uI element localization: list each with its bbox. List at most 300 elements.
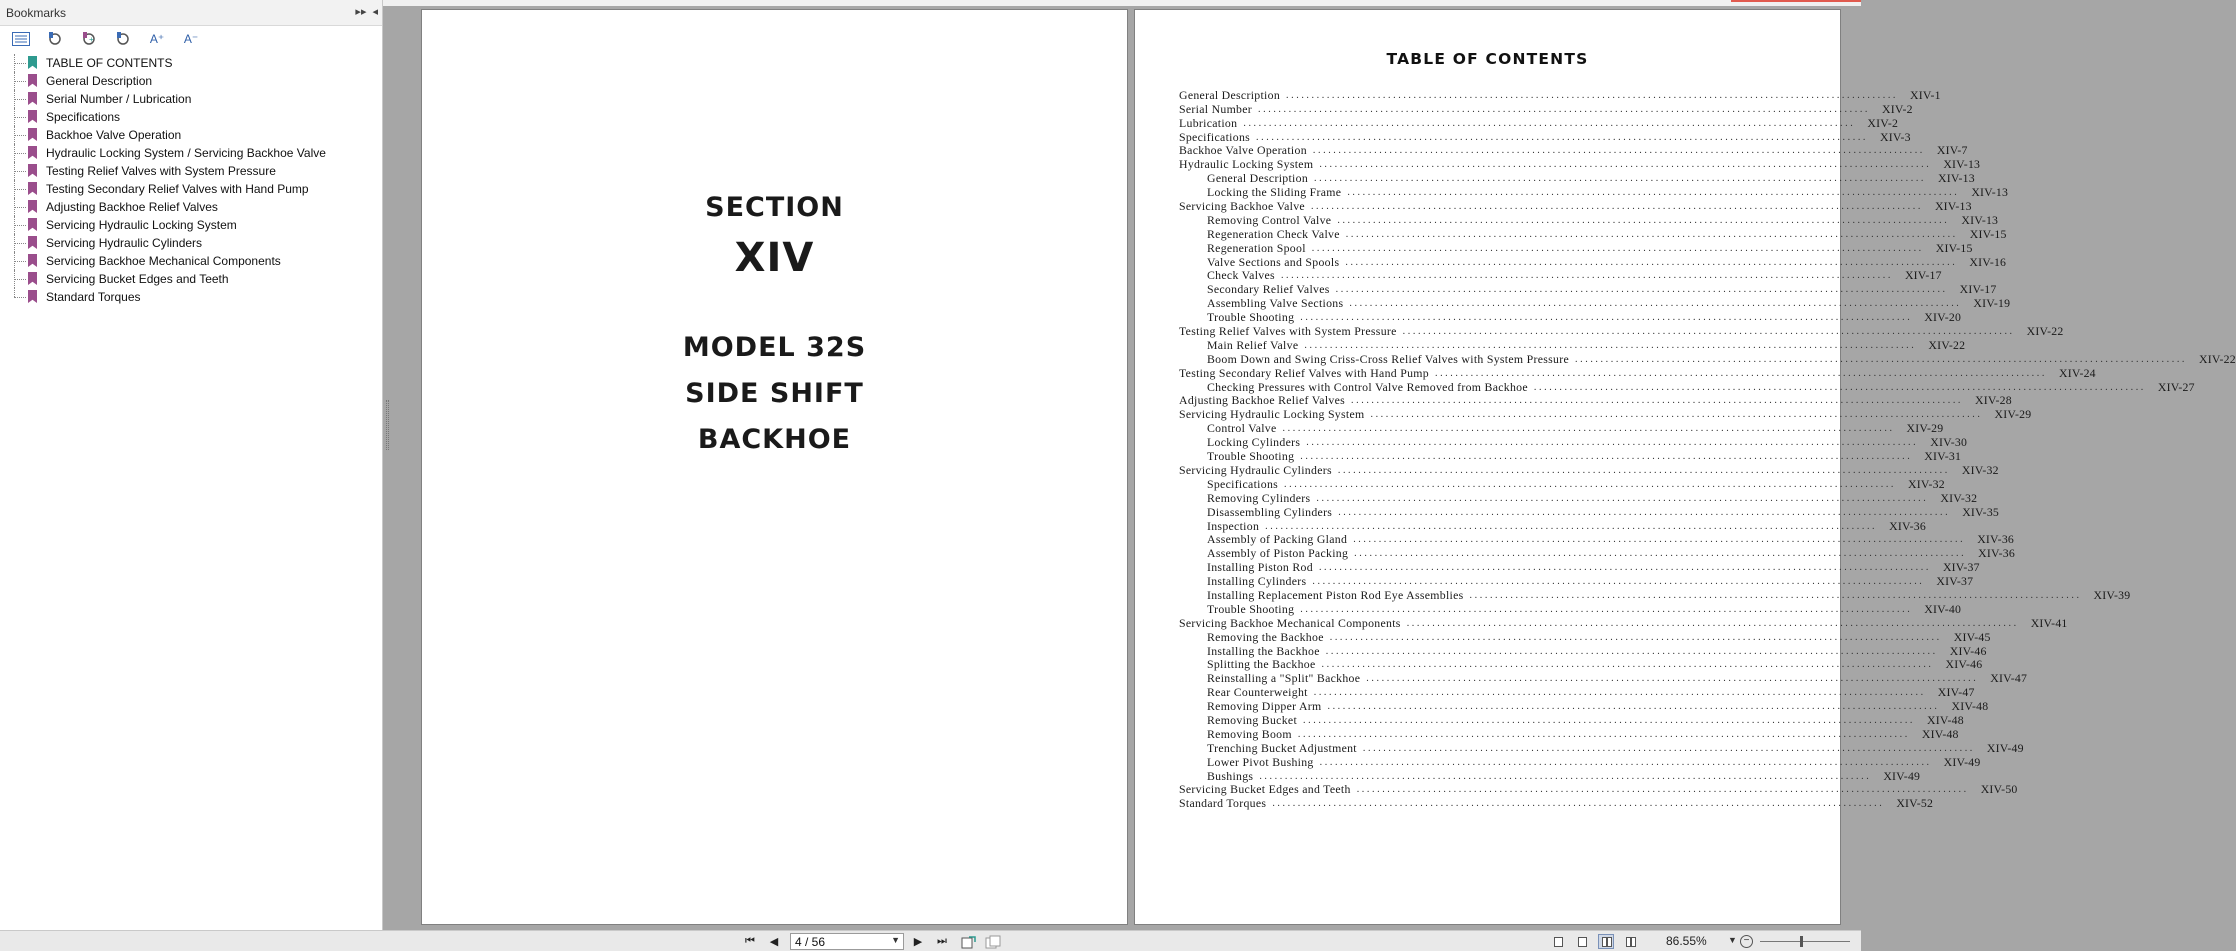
toc-entry-title: Check Valves (1207, 268, 1275, 283)
toc-entry-page: XIV-29 (1994, 407, 2032, 422)
previous-view-icon[interactable] (960, 934, 978, 949)
bookmark-label: Specifications (46, 110, 121, 124)
toc-leader-dots: ........................................................................................................................ (1319, 756, 1932, 768)
toc-entry (1179, 129, 1911, 144)
toc-entry-page: XIV-37 (1936, 574, 1974, 589)
toc-entry-title: Installing Replacement Piston Rod Eye Assemblies (1207, 587, 1464, 602)
bookmark-label: TABLE OF CONTENTS (46, 56, 173, 70)
toc-entry-title: Lower Pivot Bushing (1207, 754, 1314, 769)
toc-entry-page: XIV-35 (1962, 504, 2000, 519)
bookmark-icon (28, 146, 37, 159)
bookmark-icon (28, 164, 37, 177)
toc-entry (1179, 546, 2015, 561)
toc-entry-title: Installing Piston Rod (1207, 560, 1313, 575)
toc-entry-page: XIV-46 (1945, 657, 1983, 672)
tree-connector (14, 54, 28, 72)
toc-leader-dots: ........................................................................................................................ (1313, 687, 1926, 699)
toc-leader-dots: ........................................................................................................................ (1314, 173, 1927, 185)
toc-entry-title: Servicing Backhoe Valve (1179, 199, 1305, 214)
bookmark-item[interactable] (10, 126, 326, 144)
two-page-continuous-view-button[interactable] (1622, 934, 1638, 949)
toc-entry (1179, 351, 2236, 366)
chevron-down-icon[interactable]: ▼ (891, 935, 900, 945)
toc-leader-dots: ........................................................................................................................ (1319, 159, 1932, 171)
toc-entry (1179, 685, 1975, 700)
toc-leader-dots: ........................................................................................................................ (1337, 214, 1950, 226)
tree-connector (14, 216, 28, 234)
status-bar (0, 930, 1861, 951)
page-icon (1607, 937, 1612, 947)
section-number: XIV (734, 235, 815, 281)
toc-entry (1179, 421, 1944, 436)
bookmark-item[interactable] (10, 252, 326, 270)
page-icon (1578, 937, 1587, 947)
toc-entry (1179, 407, 2032, 422)
toc-entry-title: Standard Torques (1179, 796, 1267, 811)
toc-entry-title: Installing the Backhoe (1207, 643, 1320, 658)
toc-leader-dots: ........................................................................................................................ (1335, 284, 1948, 296)
continuous-view-button[interactable] (1574, 934, 1590, 949)
toc-leader-dots: ........................................................................................................................ (1303, 714, 1916, 726)
svg-text:+: + (89, 35, 94, 44)
toc-leader-dots: ........................................................................................................................ (1256, 131, 1869, 143)
toc-leader-dots: ........................................................................................................................ (1272, 798, 1885, 810)
tree-connector (14, 144, 28, 162)
next-page-icon[interactable]: ▶ (913, 936, 923, 948)
single-page-view-button[interactable] (1550, 934, 1566, 949)
toc-entry-page: XIV-28 (1975, 393, 2012, 408)
bookmark-icon (28, 128, 37, 141)
toc-leader-dots: ........................................................................................................................ (1370, 409, 1983, 421)
toc-entry-title: Testing Secondary Relief Valves with Hand Pump (1179, 365, 1429, 380)
new-bookmark-icon[interactable] (78, 29, 100, 49)
bookmark-label: Backhoe Valve Operation (46, 128, 182, 142)
toc-entry-title: Valve Sections and Spools (1207, 254, 1340, 269)
toc-leader-dots: ........................................................................................................................ (1306, 437, 1919, 449)
bookmark-icon (28, 182, 37, 195)
toc-entry-title: Specifications (1207, 476, 1279, 491)
toc-entry-page: XIV-47 (1937, 685, 1975, 700)
toc-entry-page: XIV-32 (1961, 462, 1999, 477)
toc-leader-dots: ........................................................................................................................ (1338, 506, 1951, 518)
toc-entry-page: XIV-30 (1930, 435, 1968, 450)
bookmark-icon (28, 254, 37, 267)
toc-entry-page: XIV-47 (1990, 671, 2028, 686)
model-title-line-2: SIDE SHIFT (685, 378, 864, 409)
toc-leader-dots: ........................................................................................................................ (1351, 395, 1964, 407)
toc-entry-page: XIV-13 (1943, 157, 1981, 172)
bookmark-label: General Description (46, 74, 153, 88)
find-bookmark-icon[interactable] (112, 29, 134, 49)
toc-entry-page: XIV-2 (1867, 115, 1899, 130)
toc-entry-page: XIV-22 (1928, 337, 1966, 352)
toc-entry (1179, 587, 2131, 602)
tree-connector (14, 198, 28, 216)
toc-leader-dots: ........................................................................................................................ (1316, 492, 1929, 504)
toc-leader-dots: ........................................................................................................................ (1366, 673, 1979, 685)
toc-entry-page: XIV-13 (1934, 199, 1972, 214)
toc-entry-page: XIV-41 (2030, 615, 2068, 630)
bookmark-item[interactable] (10, 162, 326, 180)
toc-entry-page: XIV-48 (1951, 699, 1989, 714)
toc-entry-title: Testing Relief Valves with System Pressure (1179, 324, 1397, 339)
toc-entry-page: XIV-13 (1938, 171, 1975, 186)
toc-entry-title: Rear Counterweight (1207, 685, 1308, 700)
toc-leader-dots: ........................................................................................................................ (1345, 256, 1958, 268)
bookmark-item[interactable] (10, 288, 326, 306)
toc-entry-page: XIV-32 (1908, 476, 1945, 491)
toc-entry-title: Removing Dipper Arm (1207, 699, 1322, 714)
bookmark-item[interactable] (10, 234, 326, 252)
last-page-icon[interactable]: ⏭ (937, 935, 947, 947)
toc-entry-title: Serial Number (1179, 101, 1253, 116)
toc-leader-dots: ........................................................................................................................ (1325, 645, 1938, 657)
toc-leader-dots: ........................................................................................................................ (1575, 353, 2188, 365)
toc-leader-dots: ........................................................................................................................ (1312, 145, 1925, 157)
toc-entry-page: XIV-36 (1889, 518, 1926, 533)
toc-entry-page: XIV-22 (2199, 351, 2236, 366)
toc-entry-page: XIV-39 (2093, 587, 2131, 602)
tree-connector (14, 270, 28, 288)
toc-entry (1179, 476, 1945, 491)
toc-entry-page: XIV-40 (1924, 601, 1962, 616)
document-page-left (421, 9, 1128, 925)
toc-entry-title: Removing Boom (1207, 726, 1292, 741)
toc-entry (1179, 490, 1978, 505)
toc-entry (1179, 699, 1989, 714)
toc-entry-page: XIV-48 (1921, 726, 1959, 741)
toc-entry (1179, 768, 1921, 783)
page-icon (1631, 937, 1636, 947)
bookmark-label: Standard Torques (46, 290, 141, 304)
toc-entry-title: Backhoe Valve Operation (1179, 143, 1307, 158)
toc-leader-dots: ........................................................................................................................ (1318, 562, 1931, 574)
toc-entry (1179, 337, 1966, 352)
toc-entry-title: Locking the Sliding Frame (1207, 185, 1342, 200)
toc-entry-title: Checking Pressures with Control Valve Removed from Backhoe (1207, 379, 1528, 394)
bookmark-label: Hydraulic Locking System / Servicing Backhoe Valve (46, 146, 326, 160)
next-view-icon[interactable] (984, 934, 1002, 949)
toc-entry-page: XIV-16 (1969, 254, 2007, 269)
expand-bookmark-icon[interactable] (44, 29, 66, 49)
toc-entry (1179, 324, 2064, 339)
toc-entry (1179, 726, 1959, 741)
toc-entry-title: Installing Cylinders (1207, 574, 1307, 589)
decrease-text-size-icon[interactable]: A⁻ (183, 32, 199, 46)
toc-entry-title: Assembly of Packing Gland (1207, 532, 1348, 547)
toc-entry-title: Main Relief Valve (1207, 337, 1299, 352)
bookmarks-panel-title: Bookmarks (6, 5, 67, 20)
tree-connector (14, 108, 28, 126)
toc-entry-title: Servicing Hydraulic Cylinders (1179, 462, 1332, 477)
bookmark-label: Testing Relief Valves with System Pressure (46, 164, 276, 178)
zoom-level[interactable]: 86.55% (1666, 934, 1707, 948)
toc-leader-dots: ........................................................................................................................ (1362, 742, 1975, 754)
toc-entry (1179, 629, 1991, 644)
toc-entry (1179, 782, 2018, 797)
section-label: SECTION (705, 192, 844, 223)
toc-list (1179, 87, 2236, 811)
toc-leader-dots: ........................................................................................................................ (1282, 423, 1895, 435)
toc-entry-page: XIV-45 (1953, 629, 1991, 644)
toc-entry-page: XIV-27 (2157, 379, 2195, 394)
toc-entry-page: XIV-3 (1880, 129, 1911, 144)
toc-leader-dots: ........................................................................................................................ (1312, 576, 1925, 588)
toc-entry-title: Servicing Hydraulic Locking System (1179, 407, 1365, 422)
toc-entry-page: XIV-22 (2026, 324, 2064, 339)
tree-connector (14, 180, 28, 198)
bookmark-label: Servicing Hydraulic Locking System (46, 218, 237, 232)
toc-leader-dots: ........................................................................................................................ (1286, 89, 1899, 101)
toc-entry (1179, 504, 2000, 519)
toc-entry (1179, 560, 1980, 575)
toc-leader-dots: ........................................................................................................................ (1280, 270, 1893, 282)
bookmark-label: Adjusting Backhoe Relief Valves (46, 200, 218, 214)
toc-entry (1179, 226, 2007, 241)
toc-entry-title: Disassembling Cylinders (1207, 504, 1333, 519)
toc-entry-title: Regeneration Check Valve (1207, 226, 1340, 241)
toc-entry-page: XIV-49 (1986, 740, 2024, 755)
tree-connector (14, 162, 28, 180)
toc-entry-page: XIV-24 (2058, 365, 2096, 380)
toc-entry-page: XIV-13 (1971, 185, 2009, 200)
bookmarks-toolbar (0, 26, 382, 52)
model-title-line-3: BACKHOE (697, 424, 852, 455)
toc-entry-title: Removing the Backhoe (1207, 629, 1324, 644)
bookmark-label: Servicing Backhoe Mechanical Components (46, 254, 281, 268)
toc-entry-page: XIV-48 (1927, 712, 1964, 727)
zoom-out-icon[interactable]: − (1740, 935, 1753, 948)
toc-entry-title: Secondary Relief Valves (1207, 282, 1330, 297)
toc-entry-title: Assembly of Piston Packing (1207, 546, 1349, 561)
toc-leader-dots: ........................................................................................................................ (1258, 103, 1871, 115)
toc-entry (1179, 671, 2028, 686)
toc-entry (1179, 462, 1999, 477)
toc-entry-page: XIV-50 (1980, 782, 2018, 797)
bookmark-item[interactable] (10, 180, 326, 198)
toc-entry-title: Splitting the Backhoe (1207, 657, 1316, 672)
zoom-slider-thumb[interactable] (1800, 936, 1803, 947)
bookmark-item[interactable] (10, 144, 326, 162)
toc-entry-page: XIV-32 (1940, 490, 1978, 505)
bookmark-icon (28, 200, 37, 213)
toc-entry (1179, 657, 1983, 672)
tree-connector (14, 288, 28, 306)
toc-leader-dots: ........................................................................................................................ (1353, 534, 1966, 546)
toc-entry-title: Removing Bucket (1207, 712, 1298, 727)
window-accent-line (1731, 0, 1861, 2)
bookmark-item[interactable] (10, 90, 326, 108)
bookmark-icon (28, 56, 37, 69)
two-page-view-button[interactable] (1598, 934, 1614, 949)
toc-entry-title: Inspection (1207, 518, 1260, 533)
toc-entry (1179, 379, 2195, 394)
toc-leader-dots: ........................................................................................................................ (1300, 603, 1913, 615)
toc-leader-dots: ........................................................................................................................ (1533, 381, 2146, 393)
toc-entry (1179, 157, 1981, 172)
toc-entry-page: XIV-13 (1961, 212, 1999, 227)
toc-entry-title: Boom Down and Swing Criss-Cross Relief Valves with System Pressure (1207, 351, 1570, 366)
toc-entry (1179, 185, 2009, 200)
bookmark-label: Testing Secondary Relief Valves with Hand Pump (46, 182, 309, 196)
bookmark-item[interactable] (10, 72, 326, 90)
toc-leader-dots: ........................................................................................................................ (1300, 312, 1913, 324)
toc-leader-dots: ........................................................................................................................ (1349, 298, 1962, 310)
toc-leader-dots: ........................................................................................................................ (1265, 520, 1878, 532)
toc-entry-title: Servicing Bucket Edges and Teeth (1179, 782, 1351, 797)
toc-entry-page: XIV-49 (1943, 754, 1981, 769)
toc-entry (1179, 574, 1974, 589)
toc-entry-page: XIV-29 (1906, 421, 1944, 436)
panel-splitter-handle[interactable] (386, 400, 389, 450)
toc-entry-title: Bushings (1207, 768, 1254, 783)
toc-leader-dots: ........................................................................................................................ (1304, 339, 1917, 351)
toc-leader-dots: ........................................................................................................................ (1327, 701, 1940, 713)
toc-entry (1179, 101, 1913, 116)
toc-entry (1179, 712, 1964, 727)
bookmark-item[interactable] (10, 216, 326, 234)
previous-page-icon[interactable]: ◀ (769, 936, 779, 948)
bookmark-item[interactable] (10, 198, 326, 216)
toc-leader-dots: ........................................................................................................................ (1469, 589, 2082, 601)
toc-entry-page: XIV-17 (1904, 268, 1942, 283)
toc-entry-page: XIV-46 (1949, 643, 1987, 658)
toc-entry-page: XIV-7 (1936, 143, 1968, 158)
toc-entry-page: XIV-15 (1935, 240, 1973, 255)
toc-entry (1179, 282, 1997, 297)
toc-leader-dots: ........................................................................................................................ (1337, 464, 1950, 476)
toc-entry-title: Specifications (1179, 129, 1251, 144)
tree-connector (14, 252, 28, 270)
toc-entry-title: Removing Control Valve (1207, 212, 1332, 227)
toc-entry (1179, 87, 1941, 102)
bookmark-icon (28, 74, 37, 87)
toc-entry (1179, 115, 1899, 130)
toc-entry-page: XIV-19 (1973, 296, 2011, 311)
toc-leader-dots: ........................................................................................................................ (1345, 228, 1958, 240)
toc-entry-title: Regeneration Spool (1207, 240, 1306, 255)
toc-entry-title: Servicing Backhoe Mechanical Components (1179, 615, 1401, 630)
tree-connector (14, 126, 28, 144)
toc-entry (1179, 171, 1975, 186)
toc-entry-title: General Description (1179, 87, 1281, 102)
bookmark-tree (10, 54, 326, 306)
toc-entry-title: Trenching Bucket Adjustment (1207, 740, 1357, 755)
page-icon (1554, 937, 1563, 947)
bookmark-icon (28, 110, 37, 123)
toc-entry-title: Trouble Shooting (1207, 449, 1295, 464)
tree-connector (14, 90, 28, 108)
toc-leader-dots: ........................................................................................................................ (1434, 367, 2047, 379)
toc-entry (1179, 518, 1926, 533)
bookmark-icon (28, 236, 37, 249)
model-title-line-1: MODEL 32S (682, 332, 867, 363)
collapse-panel-icon[interactable]: ◂ (372, 6, 378, 18)
toc-entry-page: XIV-31 (1924, 449, 1962, 464)
toc-entry-title: Removing Cylinders (1207, 490, 1311, 505)
toc-entry-page: XIV-17 (1959, 282, 1997, 297)
bookmark-label: Serial Number / Lubrication (46, 92, 192, 106)
bookmarks-panel-header (0, 0, 382, 26)
toc-leader-dots: ........................................................................................................................ (1243, 117, 1856, 129)
zoom-slider[interactable] (1760, 941, 1850, 942)
toc-leader-dots: ........................................................................................................................ (1259, 770, 1872, 782)
bookmark-label: Servicing Bucket Edges and Teeth (46, 272, 229, 286)
document-page-right (1134, 9, 2236, 925)
toc-leader-dots: ........................................................................................................................ (1300, 451, 1913, 463)
toc-entry-page: XIV-49 (1883, 768, 1921, 783)
tree-connector (14, 234, 28, 252)
toc-entry-page: XIV-15 (1969, 226, 2007, 241)
increase-text-size-icon[interactable]: A⁺ (149, 32, 165, 46)
options-menu-icon[interactable] (10, 29, 32, 49)
toc-leader-dots: ........................................................................................................................ (1321, 659, 1934, 671)
toc-entry (1179, 449, 1962, 464)
toc-leader-dots: ........................................................................................................................ (1297, 728, 1910, 740)
bookmark-item[interactable] (10, 54, 326, 72)
bookmark-item[interactable] (10, 108, 326, 126)
toc-entry-page: XIV-2 (1882, 101, 1913, 116)
toc-entry (1179, 740, 2024, 755)
bookmark-icon (28, 218, 37, 231)
toc-leader-dots: ........................................................................................................................ (1329, 631, 1942, 643)
expand-panel-icon[interactable]: ▸▸ (355, 6, 367, 18)
toc-leader-dots: ........................................................................................................................ (1406, 617, 2019, 629)
toc-entry-page: XIV-36 (1977, 532, 2015, 547)
toc-entry (1179, 212, 1999, 227)
toc-entry (1179, 601, 1962, 616)
page-number-field[interactable] (790, 933, 904, 950)
toc-title: TABLE OF CONTENTS (1386, 50, 1589, 68)
bookmark-item[interactable] (10, 270, 326, 288)
bookmarks-panel (0, 0, 383, 930)
toc-entry-title: Trouble Shooting (1207, 310, 1295, 325)
toc-entry-page: XIV-20 (1924, 310, 1962, 325)
toc-entry (1179, 643, 1987, 658)
toc-entry (1179, 393, 2012, 408)
toc-entry (1179, 615, 2068, 630)
toc-entry (1179, 143, 1968, 158)
toc-entry-page: XIV-36 (1978, 546, 2015, 561)
toc-entry-page: XIV-1 (1910, 87, 1941, 102)
toc-entry (1179, 240, 1973, 255)
toc-entry-page: XIV-52 (1896, 796, 1934, 811)
toc-leader-dots: ........................................................................................................................ (1402, 326, 2015, 338)
toc-leader-dots: ........................................................................................................................ (1347, 187, 1960, 199)
first-page-icon[interactable]: ⏮ (745, 935, 755, 947)
zoom-dropdown-icon[interactable]: ▼ (1728, 935, 1737, 945)
toc-leader-dots: ........................................................................................................................ (1356, 784, 1969, 796)
toc-entry (1179, 754, 1981, 769)
toc-entry-title: Lubrication (1179, 115, 1238, 130)
toc-entry-title: Control Valve (1207, 421, 1277, 436)
toc-entry (1179, 796, 1934, 811)
page-indicator: 4 / 56 (795, 934, 826, 949)
toc-entry-title: Reinstalling a "Split" Backhoe (1207, 671, 1361, 686)
bookmark-icon (28, 272, 37, 285)
toc-entry-title: Hydraulic Locking System (1179, 157, 1314, 172)
toc-entry-title: General Description (1207, 171, 1309, 186)
toc-leader-dots: ........................................................................................................................ (1354, 548, 1967, 560)
bookmark-label: Servicing Hydraulic Cylinders (46, 236, 203, 250)
toc-entry (1179, 254, 2007, 269)
toc-leader-dots: ........................................................................................................................ (1311, 242, 1924, 254)
toc-entry-title: Trouble Shooting (1207, 601, 1295, 616)
tree-connector (14, 72, 28, 90)
toc-leader-dots: ........................................................................................................................ (1284, 478, 1897, 490)
toc-leader-dots: ........................................................................................................................ (1310, 201, 1923, 213)
toc-entry (1179, 310, 1962, 325)
